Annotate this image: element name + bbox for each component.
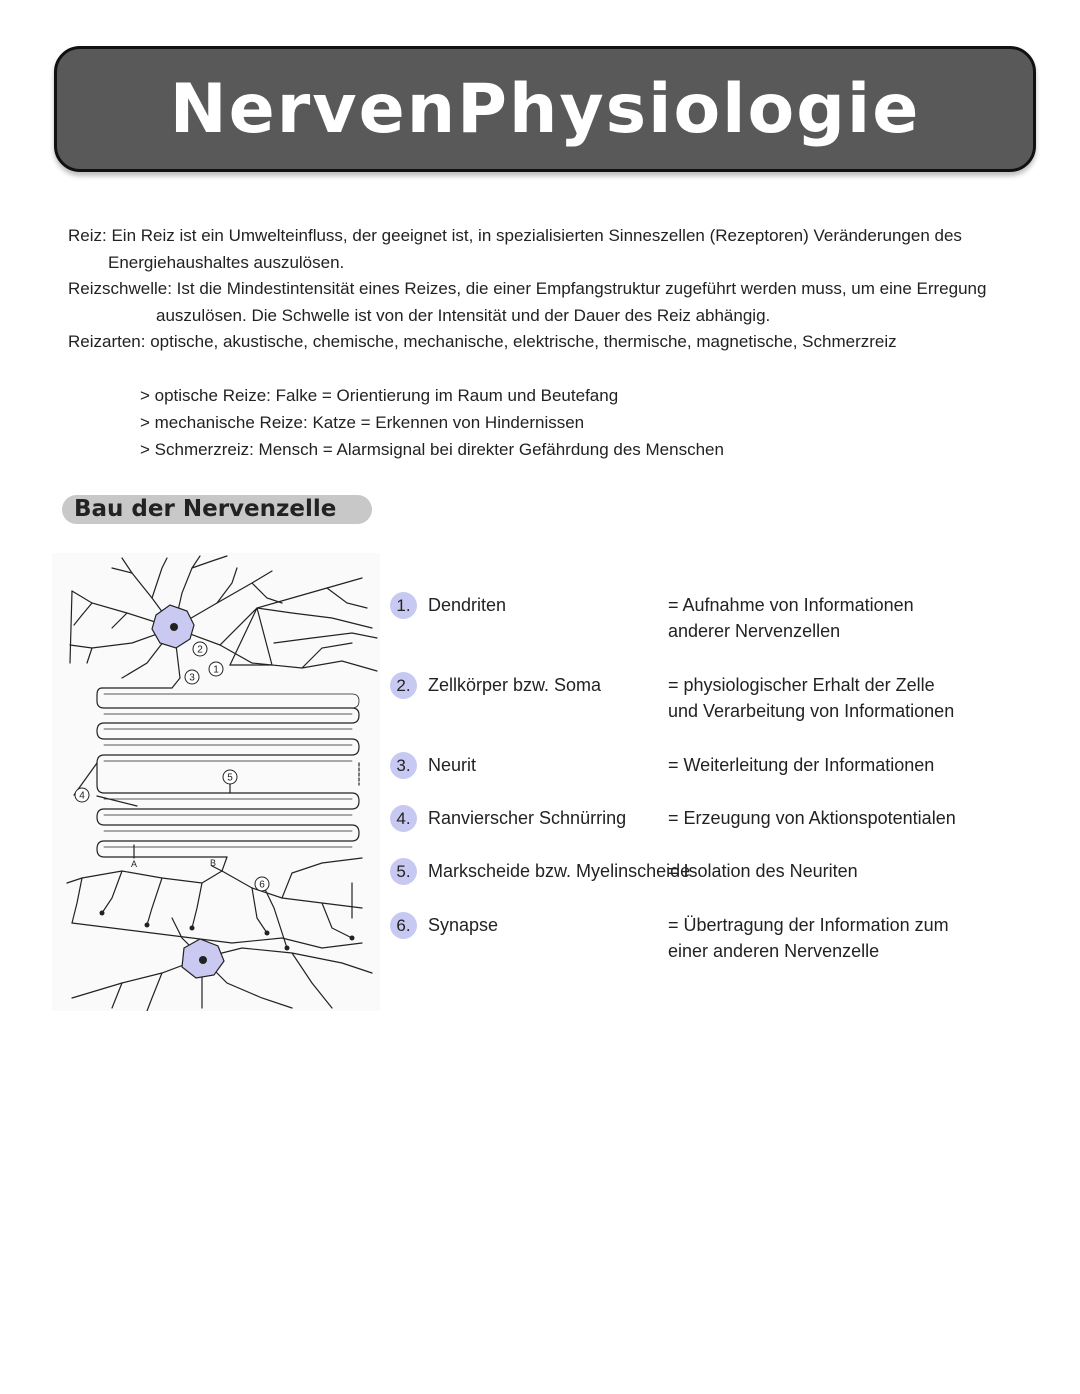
example-item: > Schmerzreiz: Mensch = Alarmsignal bei direkter Gefährdung des Menschen: [140, 440, 724, 459]
part-name: Markscheide bzw. Myelinscheide: [428, 861, 691, 881]
neuron-diagram: [52, 553, 380, 1011]
part-description: = Isolation des Neuriten: [668, 861, 858, 881]
part-number: 2.: [390, 672, 417, 699]
part-description: = physiologischer Erhalt der Zelle und Verarbeitung von Informationen: [668, 675, 955, 721]
diagram-label-4: 4: [79, 790, 85, 802]
def-reiz-line1: Reiz: Ein Reiz ist ein Umwelteinfluss, der geeignet ist, in spezialisierten Sinneszellen (Rezeptoren) Veränderungen des: [68, 226, 962, 245]
part-description: = Aufnahme von Informationen anderer Nervenzellen: [668, 595, 914, 641]
diagram-label-a: A: [130, 859, 138, 869]
diagram-label-5: 5: [227, 772, 233, 784]
def-reizschwelle-line2: auszulösen. Die Schwelle ist von der Intensität und der Dauer des Reiz abhängig.: [156, 305, 771, 325]
neuron-diagram-svg: [52, 553, 380, 1011]
page-title: NervenPhysiologie: [169, 69, 921, 149]
definitions: [68, 223, 1028, 356]
part-name: Neurit: [428, 755, 477, 775]
part-description: = Weiterleitung der Informationen: [668, 755, 935, 775]
part-name: Synapse: [428, 915, 499, 935]
part-description: = Übertragung der Information zum einer anderen Nervenzelle: [668, 915, 949, 961]
example-item: > mechanische Reize: Katze = Erkennen von Hindernissen: [140, 413, 585, 432]
nucleus-upper: [170, 623, 178, 631]
def-reizarten: Reizarten: optische, akustische, chemische, mechanische, elektrische, thermische, magnetische, Schmerzreiz: [68, 332, 897, 351]
def-reiz-line2: Energiehaushaltes auszulösen.: [108, 252, 345, 272]
part-name: Dendriten: [428, 595, 507, 615]
diagram-label-2: 2: [197, 644, 203, 656]
diagram-label-b: B: [209, 858, 217, 868]
example-item: > optische Reize: Falke = Orientierung im Raum und Beutefang: [140, 386, 619, 405]
part-name: Ranvierscher Schnürring: [428, 808, 627, 828]
part-number: 5.: [390, 858, 417, 885]
diagram-label-3: 3: [189, 672, 195, 684]
title-banner: [54, 46, 1036, 172]
part-number: 1.: [390, 592, 417, 619]
diagram-label-1: 1: [213, 664, 219, 676]
def-reizschwelle-line1: Reizschwelle: Ist die Mindestintensität eines Reizes, die einer Empfangstruktur zugeführt werden muss, um eine Erregung: [68, 279, 987, 298]
diagram-label-6: 6: [259, 879, 265, 891]
part-number: 4.: [390, 805, 417, 832]
section-heading: Bau der Nervenzelle: [62, 495, 372, 524]
part-number: 6.: [390, 912, 417, 939]
examples-list: [140, 382, 724, 463]
part-description: = Erzeugung von Aktionspotentialen: [668, 808, 956, 828]
part-name: Zellkörper bzw. Soma: [428, 675, 602, 695]
part-number: 3.: [390, 752, 417, 779]
nucleus-lower: [199, 956, 207, 964]
